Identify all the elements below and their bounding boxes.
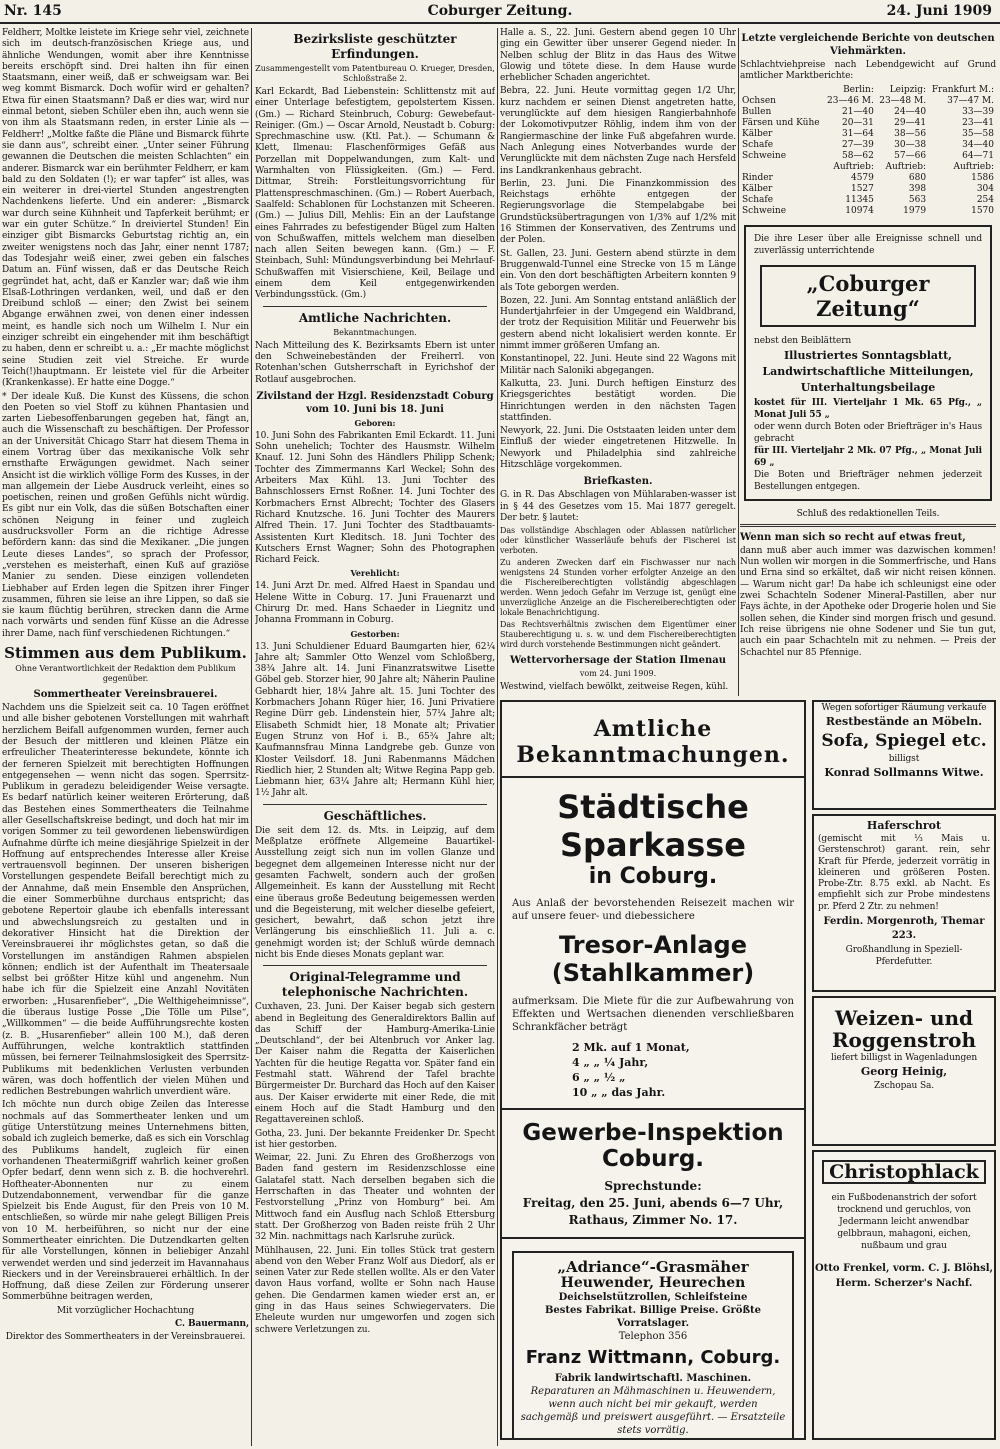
firm-name: Ferdin. Morgenroth, Themar 223.: [823, 916, 985, 942]
page-header: [0, 0, 1000, 24]
table-cell: 254: [976, 194, 994, 205]
divider: [502, 1237, 804, 1239]
firm-name: Franz Wittmann, Coburg.: [525, 1347, 781, 1368]
ad-price: kostet für III. Vierteljahr 1 Mk. 65 Pfg., „ Monat Juli 55 „: [754, 397, 982, 420]
table-cell: Auftrieb:: [953, 161, 994, 172]
ad-text: Aus Anlaß der bevorstehenden Reisezeit machen wir auf unsere feuer- und diebessichere: [512, 898, 794, 922]
ad-text: Die ihre Leser über alle Ereignisse schnell und zuverlässig unterrichtende: [754, 233, 982, 256]
firm-name: Herm. Scherzer's Nachf.: [835, 1278, 973, 1289]
ad-headline: Roggenstroh: [831, 1028, 977, 1052]
ad-headline: Haferschrot: [866, 819, 942, 832]
table-cell: 23—48 M.: [879, 95, 927, 106]
article-text: Schlachtviehpreise nach Lebendgewicht auf Grund amtlicher Marktberichte:: [740, 60, 996, 82]
news-item: Bebra, 22. Juni. Heute vormittag gegen 1/2 Uhr, kurz nachdem er seinen Dienst angetreten hatte, verunglückte auf dem hiesigen Rangierbahnhofe der Lokomotivputzer Röhlig, indem ihm von der Rangiermaschine der linke Fuß abgefahren wurde. Nach Anlegung eines Notverbandes wurde der Verunglückte mit dem nächsten Zuge nach Hersfeld ins Landkrankenhaus gebracht.: [500, 86, 736, 176]
straw-ad: [812, 996, 996, 1146]
column-1: [2, 28, 249, 1446]
office-hours: Freitag, den 25. Juni, abends 6—7 Uhr, Rathaus, Zimmer No. 17.: [522, 1196, 784, 1227]
market-table: [740, 85, 996, 217]
lacquer-ad: [812, 1150, 996, 1440]
news-item: Konstantinopel, 22. Juni. Heute sind 22 Wagons mit Militär nach Saloniki abgegangen.: [500, 354, 736, 376]
table-cell: Auftrieb:: [885, 161, 927, 172]
table-cell: Schafe: [742, 194, 774, 205]
section-note: Ohne Verantwortlichkeit der Redaktion dem Publikum gegenüber.: [15, 664, 236, 684]
section-note: Bekanntmachungen.: [333, 327, 417, 337]
article-text: Westwind, vielfach bewölkt, zeitweise Regen, kühl.: [500, 682, 729, 693]
divider: [502, 1108, 804, 1110]
end-of-editorial: Schluß des redaktionellen Teils.: [796, 508, 940, 519]
ad-supplement: Illustriertes Sonntagsblatt,: [783, 348, 952, 362]
table-cell: 21—40: [841, 106, 874, 117]
article-text: Nach Mitteilung des K. Bezirksamts Ebern ist unter den Schweinebeständen der Freiherrl. von Rotenhan'schen Gutsherrschaft in Eyrichshof der Rotlauf ausgebrochen.: [255, 340, 495, 385]
subheading: Geboren:: [354, 417, 396, 428]
ad-supplement: Unterhaltungsbeilage: [800, 380, 936, 394]
rate-item: 2 Mk. auf 1 Monat,: [572, 1041, 690, 1054]
table-cell: 20—31: [841, 117, 874, 128]
table-cell: Rinder: [742, 172, 773, 183]
table-header-cell: Leipzig:: [889, 84, 927, 95]
signature-role: Direktor des Sommertheaters in der Vereinsbrauerei.: [5, 1332, 246, 1343]
column-rule: [497, 28, 498, 1446]
table-cell: Kälber: [742, 183, 773, 194]
bank-name: Städtische Sparkasse: [557, 788, 749, 864]
furniture-ad: [812, 700, 996, 810]
column-2: [255, 28, 495, 1446]
section-title: Stimmen aus dem Publikum.: [4, 644, 247, 663]
ad-text: Die Boten und Briefträger nehmen jederzeit Bestellungen entgegen.: [754, 469, 982, 492]
article-text: Zu anderen Zwecken darf ein Fischwasser nur nach wenigstens 24 Stunden vorher erfolgter Anzeige an den die Fischereiberechtigten vollständig abgeschlagen werden. Wenn jedoch Gefahr im Verzuge ist, genügt eine unverzügliche Anzeige an die Fischereiberechtigten oder lokale Benachrichtigung.: [500, 558, 736, 618]
table-cell: 23—41: [962, 117, 994, 128]
table-row: [740, 206, 996, 217]
divider: [502, 776, 804, 778]
ad-text: oder wenn durch Boten oder Briefträger in's Haus gebracht: [754, 421, 982, 444]
table-cell: 4579: [850, 172, 874, 183]
rate-item: 10 „ „ das Jahr.: [572, 1086, 666, 1099]
table-row: [740, 162, 996, 173]
table-cell: 37—47 M.: [947, 95, 994, 106]
article-text: Mühlhausen, 22. Juni. Ein tolles Stück trat gestern abend von den Weber Franz Wolf aus Diedorf, als er seinen Vater zur Rede stellen wollte. Als er den Vater davon Haus vorfand, wollte er Sohn nach Hause gehen. Die Gendarmen kamen wieder erst an, er ging in das Haus seines Schwiegervaters. Die Eheleute wurden nur umgeworfen und zogen sich schwere Verletzungen zu.: [255, 1245, 495, 1335]
ad-text: Reparaturen an Mähmaschinen u. Heuwendern, wenn auch nicht bei mir gekauft, werden sachgemäß und preiswert ausgeführt. — Ersatzteile stets vorrätig.: [520, 1386, 786, 1436]
article-text: Nachdem uns die Spielzeit seit ca. 10 Tagen eröffnet und alle bisher gebotenen Vorstellungen mit wahrhaft herzlichem Beifall aufgenommen wurden, ferner auch der Besuch der mittleren und kleinen Plätze ein erfreulicher Theaterinteresse bekundete, könnte ich der ferneren Spielzeit mit berechtigten Hoffnungen entgegensehen — wenn nicht das sogen. Sperrsitz-Publikum in geradezu beleidigender Weise versagte. Es bedarf natürlich keiner weiteren Erörterung, daß das Bestehen eines Sommertheaters die Teilnahme aller Gesellschaftskreise bedingt, und doch hat mir im vorigen Sommer zu teil gewordenen liebenswürdigen Aufnahme dürfte ich meine diesjährige Spielzeit in der Hoffnung auf entsprechendes Interesse aller Kreise vertrauensvoll beginnen. Der unseren bisherigen Vorstellungen gespendete Beifall berechtigt mich zu der Annahme, daß mein Ensemble den Ansprüchen, die einer Sommerbühne durchaus entspricht; das gebotene Repertoir glaube ich ebenfalls interessant und abwechslungsreich zu gestalten und in dekorativer Hinsicht hat die Direktion der Vereinsbrauerei ihr möglichstes getan, so daß die Vorstellungen im anständigen Rahmen abspielen können; endlich ist der Aufenthalt im Theatersaale selbst bei größter Hitze kühl und angenehm. Nun habe ich für die Spielzeit eine Anzahl Novitäten erworben: „Husarenfieber“, „Die Welthigeheimnisse“, die überaus lustige Posse „Die Tölle um Pilse“, „Willkommen“ — die beide Aufführungsrechte kosten (z. B. „Husarenfieber“ allein 100 M.), daß deren Aufführungen, welche kontraktlich stattfinden müssen, bei fernerer Teilnahmslosigkeit des Sperrsitz-Publikums mit bedenklichen Verlusten verbunden wären, was doch hoffentlich der vielen Mühen und redlichen Bestrebungen wahrlich unverdient wäre.: [2, 703, 249, 1098]
section-note: Zusammengestellt vom Patentbureau O. Krueger, Dresden, Schloßstraße 2.: [255, 64, 495, 83]
table-cell: 38—56: [894, 128, 927, 139]
table-cell: 58—62: [841, 150, 874, 161]
ad-text: Bestes Fabrikat. Billige Preise. Größte Vorratslager.: [544, 1305, 762, 1329]
table-row: [740, 107, 996, 118]
article-kiss: * Der ideale Kuß. Die Kunst des Küssens, die schon den Poeten so viel Stoff zu kühnen Phantasien und zarten Liebesoffenbarungen gegeben hat, fängt an, auch die Wissenschaft zu beschäftigen. Der Professor an der Universität Chicago Starr hat diesem Thema in einem Vortrag über das mexikanische Volk sehr ernsthafte Erwägungen gewidmet. Nach seiner Ansicht ist die wirklich völlige Form des Kusses, in der man allgemein der Liebe Ausdruck verleiht, eines so poetischen, reinen und großen Gefühls nicht würdig. Es gibt nur ein Volk, das die süßen Botschaften einer schönen Neigung in feiner und zugleich ausdrucksvoller Form an die richtige Adresse befördern kann: das sind die Mexikaner. „Die jungen Leute dieses Landes“, so sprach der Professor, „verstehen es meisterhaft, einen Kuß auf graziöse Manier zu senden. Diese einzigen vollendeten Liebhaber auf Erden legen die Spitzen ihrer Finger zusammen, führen sie leise an ihre Lippen, so daß sie sie kaum flüchtig berühren, strecken dann die Arme nach vorwärts und senden fünf Küsse an die Adresse ihrer Dame, nach fünf verschiedenen Richtungen.“: [2, 391, 249, 639]
table-row: [740, 151, 996, 162]
table-cell: 680: [908, 172, 927, 183]
subheading: Verehlicht:: [350, 568, 400, 579]
table-header-cell: Berlin:: [843, 84, 874, 95]
table-row: [740, 173, 996, 184]
table-cell: 30—38: [894, 139, 927, 150]
column-4: [740, 28, 996, 693]
table-cell: 29—41: [894, 117, 927, 128]
section-title: Original-Telegramme und telephonische Nachrichten.: [281, 970, 469, 1000]
newspaper-name: Coburger Zeitung.: [427, 3, 573, 19]
table-cell: 398: [908, 183, 927, 194]
section-title: Letzte vergleichende Berichte von deutschen Viehmärkten.: [741, 33, 995, 57]
ad-text: nebst den Beiblättern: [754, 335, 852, 346]
section-title: Briefkasten.: [583, 476, 653, 488]
table-cell: 27—39: [841, 139, 874, 150]
ad-price: für III. Vierteljahr 2 Mk. 07 Pfg., „ Monat Juli 69 „: [754, 445, 982, 468]
article-text: Ich möchte nun durch obige Zeilen das Interesse nochmals auf das Sommertheater lenken und um gütige Unterstützung meines Unternehmens bitten, sobald ich zugleich bemerke, daß es sich ein Vorschlag des Publikums handelt, zugleich für einen vorhandenen Theatermißgriff wahrlich keiner großen Opfer bedarf, denn wenn sich z. B. die hochverehrl. Hoftheater-Abonnenten nur zu einem Dutzendabonnement, verwendbar für die ganze Spielzeit bis Ende August, für den Preis von 10 M. entschließen, so würde mir nahe gelegt Billigen Preis von 10 M. herbeiführen, so nicht nur der eine Sommertheater einrichten. Die Dutzendkarten gelten für alle Vorstellungen, können in beliebiger Anzahl verwendet werden und sind jederzeit im Havannahaus Rieckers und in der Vereinsbrauerei erhältlich. In der Hoffnung, daß diese Zeilen zur Förderung unserer Sommerbühne beitragen werden,: [2, 1100, 249, 1303]
table-cell: Bullen: [742, 106, 772, 117]
ad-text: (gemischt mit ⅓ Mais u. Gerstenschrot) garant. rein, sehr Kraft für Pferde, jederzeit vorrätig in kleineren und größeren Posten. Probe-Ztr. 8.75 exkl. ab Nacht. Es empfiehlt sich zur Probe mindestens pr. Pferd 2 Ztr. zu nehmen!: [818, 834, 990, 912]
table-header-cell: Frankfurt M.:: [931, 84, 994, 95]
divider: [263, 306, 487, 307]
news-item: Newyork, 22. Juni. Die Oststaaten leiden unter dem Einfluß der wieder eingetretenen Hitzwelle. In Newyork und Philadelphia sind zahlreiche Hitzschläge vorgekommen.: [500, 426, 736, 470]
table-cell: 33—39: [962, 106, 994, 117]
newspaper-logo: „Coburger Zeitung“: [760, 265, 976, 327]
table-row: [740, 129, 996, 140]
article-text: 10. Juni Sohn des Fabrikanten Emil Eckardt. 11. Juni Sohn unehelich; Tochter des Hausmstr. Wilhelm Knauf. 12. Juni Sohn des Händlers Philipp Schenk; Tochter des Zimmermanns Karl Weckel; Sohn des Arbeiters Max Kühl. 13. Juni Tochter des Bahnschlossers Ernst Roßner. 14. Juni Tochter des Korbmachers Ernst Albrecht; Tochter des Glasers Richard Knutzsche. 16. Juni Tochter des Maurers Alfred Thein. 17. Juni Tochter des Stadtbauamts-Assistenten Kurt Kleditsch. 18. Juni Tochter des Kutschers Ernst Wagner; Sohn des Photographen Richard Feick.: [255, 430, 495, 566]
table-cell: 1586: [971, 172, 994, 183]
table-cell: Ochsen: [742, 95, 776, 106]
ad-text: Deichselstützrollen, Schleifsteine: [558, 1292, 748, 1303]
inspection-title: Gewerbe-Inspektion Coburg.: [522, 1120, 784, 1172]
news-item: Kalkutta, 23. Juni. Durch heftigen Einsturz des Kriegsgerichtes bestätigt worden. Die Hinrichtungen werden in den nächsten Tagen stattfinden.: [500, 378, 736, 423]
feed-ad: [812, 814, 996, 992]
subscription-ad: [744, 225, 992, 501]
article-text: Die seit dem 12. ds. Mts. in Leipzig, auf dem Meßplatze eröffnete Allgemeine Bauartikel-Ausstellung zeigt sich nun im vollen Glanze und begegnet dem allgemeinen Interesse nicht nur der gesamten Fachwelt, sondern auch der großen Allgemeinheit. Es kann der Ausstellung mit Recht eine überaus große Bedeutung beigemessen werden und die Begeisterung, mit welcher dieselbe gefeiert, gesichert, bewahrt, daß schon jetzt ihre Verlängerung bis einschließlich 11. Juli a. c. genehmigt worden ist; der Schluß würde demnach nicht bis Ende dieses Monats geplant war.: [255, 825, 495, 960]
ad-headline: Restbestände an Möbeln.: [825, 715, 983, 728]
divider: [740, 524, 996, 527]
table-cell: Färsen und Kühe: [742, 117, 820, 128]
news-item: Bozen, 22. Juni. Am Sonntag entstand anläßlich der Hundertjahrfeier in der Umgegend ein Waldbrand, der trotz der Requisition Militär und Feuerwehr bis gestern abend nicht lokalisiert werden konnte. Er nimmt immer größeren Umfang an.: [500, 295, 736, 352]
divider: [263, 804, 487, 805]
bank-city: in Coburg.: [588, 864, 718, 889]
firm-name: Konrad Sollmanns Witwe.: [824, 766, 984, 779]
table-cell: Schweine: [742, 205, 787, 216]
ad-text: Wegen sofortiger Räumung verkaufe: [821, 703, 987, 713]
article-text: Cuxhaven, 23. Juni. Der Kaiser begab sich gestern abend in Begleitung des Generaldirektors Ballin auf das Schiff der Hamburg-Amerika-Linie „Deutschland“, der bei Altenbruch vor Anker lag. Der Kaiser nahm die Regatta der Kaiserlichen Yachten für die heutige Regatta vor. Später fand ein Festmahl statt. Während der Tafel brachte Bürgermeister Dr. Burchard das Hoch auf den Kaiser aus. Der Kaiser erwiderte mit einer Rede, die mit einem Hoch auf die Stadt Hamburg und den Regattavereinen schloß.: [255, 1002, 495, 1126]
table-cell: 1979: [903, 205, 927, 216]
table-cell: 1570: [971, 205, 994, 216]
article-text: 13. Juni Schuldiener Eduard Baumgarten hier, 62¼ Jahre alt; Sammler Otto Wenzel vom Schloßberg, 38¾ Jahre alt. 14. Juni Finanzratswitwe Lisette Göbel geb. Storzer hier, 90 Jahre alt; Näherin Pauline Gebhardt hier, 18¼ Jahre alt. 15. Juni Tochter des Korbmachers Johann Rüger hier, 16. Juni Privatiere Regine Dürr geb. Lindenstein hier, 57¼ Jahre alt; Elisabeth Schmidt hier, 18 Monate alt; Privatier Eugen Strunz von Hof i. B., 65¾ Jahre alt; Kaufmannsfrau Minna Landgrebe geb. Gunze von Kloster Veilsdorf. 18. Juni Rabenmanns Mädchen Riedlich hier, 2 Stunden alt; Witwe Regina Papp geb. Liebmann hier, 63¼ Jahre alt; Hermann Kühl hier, 1½ Jahr alt.: [255, 641, 495, 799]
article-text: Gotha, 23. Juni. Der bekannte Freidenker Dr. Specht ist hier gestorben.: [255, 1128, 495, 1150]
section-title: Bezirksliste geschützter Erfindungen.: [293, 32, 457, 61]
signature: C. Bauermann,: [175, 1319, 249, 1330]
table-cell: 11345: [845, 194, 874, 205]
rate-item: 6 „ „ ½ „: [572, 1071, 626, 1084]
ad-text: aufmerksam. Die Miete für die zur Aufbewahrung von Effekten und Wertsachen dienenden verschließbaren Schrankfächer beträgt: [512, 996, 794, 1033]
vault-title: Tresor-Anlage (Stahlkammer): [551, 931, 755, 987]
ad-text: Zschopau Sa.: [873, 1081, 935, 1091]
table-cell: 64—71: [962, 150, 994, 161]
article-text: G. in R. Das Abschlagen von Mühlaraben-wasser ist in § 44 des Gesetzes vom 15. Mai 1877 geregelt. Der betr. § lautet:: [500, 490, 736, 523]
ad-text: Großhandlung in Speziell-Pferdefutter.: [845, 945, 963, 968]
table-cell: 57—66: [894, 150, 927, 161]
table-cell: Auftrieb:: [833, 161, 874, 172]
table-cell: 35—58: [962, 128, 994, 139]
ad-headline: Weizen- und: [834, 1006, 974, 1030]
table-cell: 10974: [845, 205, 874, 216]
news-item: Berlin, 23. Juni. Die Finanzkommission des Reichstags erhöhte entgegen der Regierungsvorlage die Stempelabgabe bei Grundstücksübertragungen von 1/3% auf 1/2% mit 16 Stimmen der Konservativen, des Zentrums und der Polen.: [500, 178, 736, 246]
office-hours-heading: Sprechstunde:: [604, 1179, 702, 1193]
ad-text: dann muß aber auch immer was dazwischen kommen! Nun wollen wir morgen in die Sommerfrische, und Hans und Erna sind so erkältet, daß wir nicht reisen können. — Warum nicht gar! Da habe ich schleunigst eine oder zwei Schachteln Sodener Mineral-Pastillen, aber nur Fays ächte, in der Apotheke oder Drogerie holen und Sie sollen sehen, die Kinder sind morgen frisch und gesund. Ich reise übrigens nie ohne Sodener und Sie tun gut, auch ein paar Schachteln mit zu nehmen. — Preis der Schachtel nur 85 Pfennige.: [740, 545, 996, 658]
ad-text: ein Fußbodenanstrich der sofort trocknend und geruchlos, von Jedermann leicht anwendbar gelbbraun, mahagoni, eichen, nußbaum und grau: [831, 1193, 977, 1251]
issue-date: 24. Juni 1909: [886, 3, 992, 19]
article-text: 14. Juni Arzt Dr. med. Alfred Haest in Spandau und Helene Witte in Coburg. 17. Juni Frauenarzt und Chirurg Dr. med. Hans Schaeder in Liegnitz und Johanna Frommann in Coburg.: [255, 581, 495, 626]
section-title: Amtliche Nachrichten.: [298, 310, 452, 325]
weather-date: vom 24. Juni 1909.: [579, 669, 657, 679]
table-row: [740, 195, 996, 206]
firm-desc: Fabrik landwirtschaftl. Maschinen.: [554, 1373, 752, 1384]
firm-name: Georg Heinig,: [860, 1065, 948, 1078]
table-row: [740, 96, 996, 107]
table-row: [740, 184, 996, 195]
table-cell: 1527: [850, 183, 874, 194]
ad-headline: Wenn man sich so recht auf etwas freut,: [740, 531, 966, 543]
ad-text: liefert billigst in Wagenladungen: [830, 1053, 978, 1063]
rate-item: 4 „ „ ¼ Jahr,: [572, 1056, 649, 1069]
article-text: Das vollständige Abschlagen oder Ablassen natürlicher oder künstlicher Wasserläufe behufs der Fischerei ist verboten.: [500, 526, 736, 556]
section-title: Geschäftliches.: [323, 808, 427, 823]
table-cell: Kälber: [742, 128, 773, 139]
article-subhead: Sommertheater Vereinsbrauerei.: [33, 689, 218, 701]
ad-headline: Heuwender, Heurechen: [560, 1275, 746, 1291]
ad-headline: Christophlack: [822, 1160, 986, 1184]
column-rule: [251, 28, 252, 1446]
official-notices-ad: [500, 700, 806, 1440]
table-row: [740, 140, 996, 151]
table-row: [740, 118, 996, 129]
article-text: Weimar, 22. Juni. Zu Ehren des Großherzogs von Baden fand gestern im Residenzschlosse eine Galatafel statt. Nach derselben begaben sich die Herrschaften in das Theater und wohnten der Festvorstellung „Prinz von Homburg“ bei. Am Mittwoch fand ein Ausflug nach Schloß Ettersburg statt. Der Großherzog von Baden reiste früh 2 Uhr 32 Min. nachmittags nach Karlsruhe zurück.: [255, 1153, 495, 1243]
column-rule: [738, 28, 739, 696]
table-header: [740, 85, 996, 96]
ad-supplement: Landwirtschaftliche Mitteilungen,: [762, 364, 974, 378]
news-item: Halle a. S., 22. Juni. Gestern abend gegen 10 Uhr ging ein Gewitter über unserer Gegend nieder. In Nelben schlug der Blitz in das Haus des Witwe Glowig und tötete diese. In dem Hause wurde erheblicher Schaden angerichtet.: [500, 28, 736, 84]
ad-headline: Sofa, Spiegel etc.: [821, 731, 987, 751]
ad-text: billigst: [888, 754, 920, 764]
news-item: St. Gallen, 23. Juni. Gestern abend stürzte in dem Bruggenwald-Tunnel eine Strecke von 15 m Länge ein. Von den dort beschäftigten Arbeitern konnten 9 als Tote geborgen werden.: [500, 248, 736, 293]
divider: [263, 965, 487, 966]
table-cell: 23—46 M.: [827, 95, 874, 106]
table-cell: 563: [908, 194, 927, 205]
rate-list: [502, 1040, 804, 1100]
table-cell: 34—40: [962, 139, 994, 150]
table-cell: 24—40: [894, 106, 927, 117]
article-text: Das Rechtsverhältnis zwischen dem Eigentümer einer Stauberechtigung u. s. w. und dem Fischereiberechtigten wird durch vorstehende Bestimmungen nicht geändert.: [500, 620, 736, 650]
issue-number: Nr. 145: [4, 3, 62, 19]
column-3: [500, 28, 736, 693]
table-cell: Schafe: [742, 139, 774, 150]
table-cell: 31—64: [841, 128, 874, 139]
ad-headline: „Adriance“-Grasmäher: [557, 1258, 749, 1276]
section-title: Zivilstand der Hzgl. Residenzstadt Coburg vom 10. Juni bis 18. Juni: [256, 390, 494, 415]
phone-number: Telephon 356: [618, 1331, 688, 1342]
ad-title: Amtliche Bekanntmachungen.: [516, 716, 790, 768]
section-title: Wettervorhersage der Station Ilmenau: [510, 655, 726, 667]
article-text: Karl Eckardt, Bad Liebenstein: Schlittenstz mit auf einer Unterlage befestigtem, gepolstertem Kissen. (Gm.) — Richard Steinbruch, Coburg: Gewebefaut-Reiniger. (Gm.) — Oscar Arnold, Neustadt b. Coburg: Sprechmaschine usw. (Ktl. Pat.). — Schumann & Klett, Ilmenau: Flaschenförmiges Gefäß aus Porzellan mit Doppelwandungen, zum Kalt- und Warmhalten von Flüssigkeiten. (Gm.) — Ferd. Dittmar, Streih: Forstleitungsvorrichtung für Plattenspreschmaschinen. (Gm.) — Robert Auerbach, Saalfeld: Schablonen für Lochstanzen mit Scheeren. (Gm.) — Julius Dill, Mehlis: Ein an der Laufstange eines Fahrrades zu befestigender Bügel zum Halten von Schußwaffen, mittels welchem man dieselben nach allen Seiten bewegen kann. (Gm.) — F. Steinbach, Suhl: Mündungsverbindung bei Mehrlauf-Schußwaffen mit Visierschiene, Keil, Beilage und einem dem Keil entgegenwirkenden Verbindungsstück. (Gm.): [255, 87, 495, 301]
article-text: Feldherr, Moltke leistete im Kriege sehr viel, zeichnete sich im deutsch-französischen Kriege aus, und ähnliche Wendungen, womit aber ihre Kenntnisse bereits erschöpft sind. Drei halten ihn für einen Staatsmann, einer weiß, daß er schweigsam war. Bei weg kommt Bismarck. Doch wofür wird er gehalten? Etwa für einen Staatsmann? Daß er dies war, wird nur einmal betont, sieben Schüler eben ihn, auch wenn sie von ihm als Staatsmann reden, in erster Linie als — Feldherr! „Moltke faßte die Pläne und Bismarck führte sie dann aus“, schreibt einer. „Unter seiner Führung gewannen die Deutschen die meisten Schlachten“ ein anderer. Bismarck war ein berühmter Feldherr, er kam bald zu den Soldaten (!); er war tapfer“ ist alles, was ein weiterer in drei-viertel Stunden angestrengten Nachdenkens lieferte. Und ein anderer: „Bismarck war durch seine Kühnheit und Tapferkeit berühmt; er war ein guter Schütze.“ In dreiviertel Stunden! Ein einziger gibt Bismarcks Geburtstag richtig an, ein zweiter wenigstens noch das Jahr, einer nennt 1787; das Todesjahr weiß einer, zwei geben ein falsches Datum an. Fünf wissen, daß er das Deutsche Reich gegründet hat, acht, daß er Kanzler war; daß wie ihm Elsaß-Lothringen verdanken, weil, und daß er den Dreibund schloß — einer; den Zwist bei seinem Abgange erwähnen zwei, von denen einer indessen meint, es handle sich noch um Wilhelm I. Nur ein einziger schreibt ein eingehender mit ihm beschäftigt zu haben, denn er schreibt u. a.: „Er machte möglichst seine Studien zeit viel Streiche. Er wurde Teich(!)hauptmann. Er leistete viel für die Arbeiter (Krankenkasse). Er hatte eine Dogge.“: [2, 28, 249, 389]
table-cell: Schweine: [742, 150, 787, 161]
table-cell: 304: [976, 183, 994, 194]
machinery-ad: [512, 1251, 794, 1440]
subheading: Gestorben:: [350, 628, 400, 639]
firm-name: Otto Frenkel, vorm. C. J. Blöhsl,: [814, 1263, 994, 1274]
closing-line: Mit vorzüglicher Hochachtung: [56, 1305, 195, 1316]
